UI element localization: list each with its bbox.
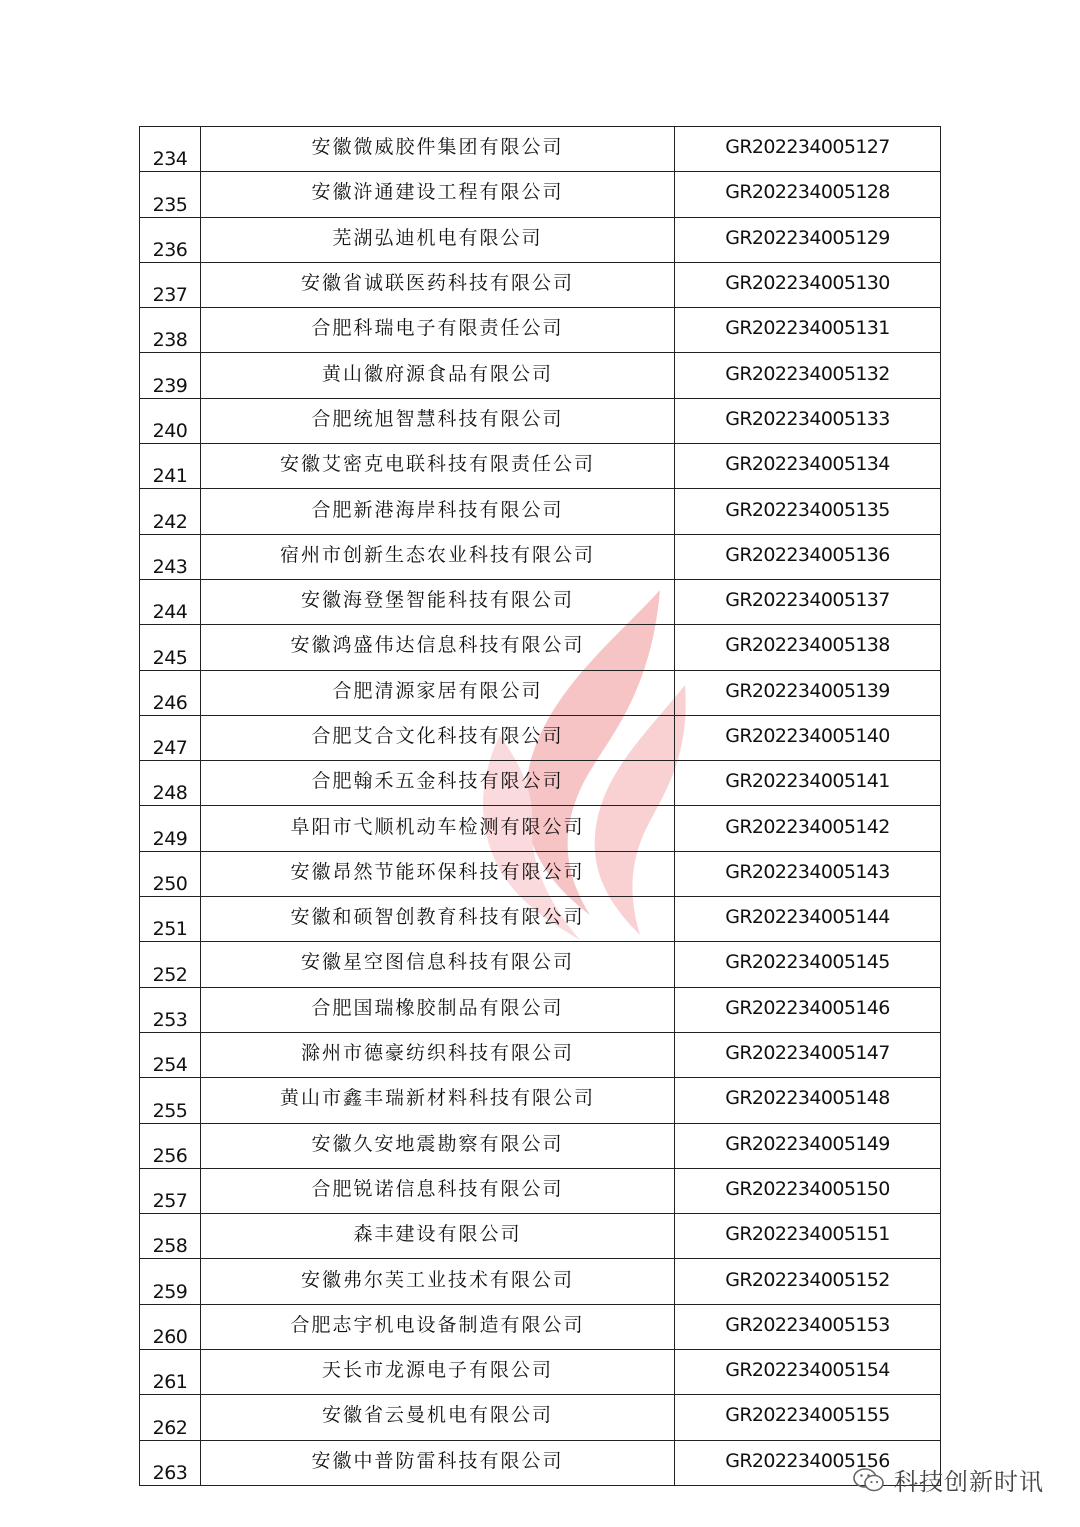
certificate-code: GR202234005135	[675, 489, 941, 534]
table-row	[140, 1440, 941, 1485]
company-name: 安徽鸿盛伟达信息科技有限公司	[201, 625, 675, 670]
account-name: 科技创新时讯	[894, 1468, 1044, 1496]
row-index: 241	[140, 444, 201, 489]
row-index: 258	[140, 1214, 201, 1259]
row-index: 235	[140, 172, 201, 217]
row-index: 255	[140, 1078, 201, 1123]
certificate-code: GR202234005127	[675, 127, 941, 172]
table-row	[140, 987, 941, 1032]
row-index: 262	[140, 1395, 201, 1440]
table-row	[140, 534, 941, 579]
table-row	[140, 579, 941, 624]
table-row	[140, 897, 941, 942]
company-name: 合肥新港海岸科技有限公司	[201, 489, 675, 534]
certificate-code: GR202234005154	[675, 1350, 941, 1395]
company-name: 合肥翰禾五金科技有限公司	[201, 761, 675, 806]
row-index: 236	[140, 217, 201, 262]
company-name: 合肥志宇机电设备制造有限公司	[201, 1304, 675, 1349]
company-name: 安徽弗尔芙工业技术有限公司	[201, 1259, 675, 1304]
table-row	[140, 1214, 941, 1259]
table-row	[140, 1032, 941, 1077]
company-name: 合肥国瑞橡胶制品有限公司	[201, 987, 675, 1032]
row-index: 245	[140, 625, 201, 670]
table-row	[140, 1168, 941, 1213]
table-row	[140, 489, 941, 534]
company-name: 黄山徽府源食品有限公司	[201, 353, 675, 398]
row-index: 259	[140, 1259, 201, 1304]
row-index: 234	[140, 127, 201, 172]
certificate-code: GR202234005156	[675, 1440, 941, 1485]
company-name: 安徽省诚联医药科技有限公司	[201, 262, 675, 307]
table-row	[140, 127, 941, 172]
table-row	[140, 444, 941, 489]
certificate-code: GR202234005147	[675, 1032, 941, 1077]
certificate-code: GR202234005141	[675, 761, 941, 806]
row-index: 250	[140, 851, 201, 896]
company-name: 安徽久安地震勘察有限公司	[201, 1123, 675, 1168]
table-row	[140, 1304, 941, 1349]
row-index: 261	[140, 1350, 201, 1395]
row-index: 254	[140, 1032, 201, 1077]
company-name: 合肥科瑞电子有限责任公司	[201, 308, 675, 353]
table-row	[140, 1078, 941, 1123]
certificate-code: GR202234005139	[675, 670, 941, 715]
table-row	[140, 1350, 941, 1395]
row-index: 239	[140, 353, 201, 398]
table-row	[140, 851, 941, 896]
certificate-code: GR202234005152	[675, 1259, 941, 1304]
certificate-code: GR202234005155	[675, 1395, 941, 1440]
certificate-code: GR202234005153	[675, 1304, 941, 1349]
row-index: 263	[140, 1440, 201, 1485]
row-index: 257	[140, 1168, 201, 1213]
table-row	[140, 715, 941, 760]
account-watermark	[852, 1462, 1044, 1497]
company-name: 安徽海登堡智能科技有限公司	[201, 579, 675, 624]
company-name: 安徽浒通建设工程有限公司	[201, 172, 675, 217]
certificate-code: GR202234005142	[675, 806, 941, 851]
table-row	[140, 761, 941, 806]
certificate-code: GR202234005138	[675, 625, 941, 670]
table-row	[140, 217, 941, 262]
certificate-code: GR202234005133	[675, 398, 941, 443]
company-name: 安徽和硕智创教育科技有限公司	[201, 897, 675, 942]
row-index: 243	[140, 534, 201, 579]
company-name: 天长市龙源电子有限公司	[201, 1350, 675, 1395]
table-row	[140, 1123, 941, 1168]
table-row	[140, 172, 941, 217]
row-index: 251	[140, 897, 201, 942]
table-row	[140, 1259, 941, 1304]
company-name: 安徽中普防雷科技有限公司	[201, 1440, 675, 1485]
company-name: 安徽微威胶件集团有限公司	[201, 127, 675, 172]
certificate-code: GR202234005146	[675, 987, 941, 1032]
company-name: 安徽省云曼机电有限公司	[201, 1395, 675, 1440]
certificate-code: GR202234005143	[675, 851, 941, 896]
row-index: 240	[140, 398, 201, 443]
certificate-code: GR202234005134	[675, 444, 941, 489]
certificate-code: GR202234005151	[675, 1214, 941, 1259]
company-name: 安徽昂然节能环保科技有限公司	[201, 851, 675, 896]
certificate-code: GR202234005132	[675, 353, 941, 398]
company-name: 合肥统旭智慧科技有限公司	[201, 398, 675, 443]
row-index: 252	[140, 942, 201, 987]
row-index: 256	[140, 1123, 201, 1168]
row-index: 246	[140, 670, 201, 715]
table-row	[140, 262, 941, 307]
certificate-code: GR202234005137	[675, 579, 941, 624]
row-index: 248	[140, 761, 201, 806]
row-index: 244	[140, 579, 201, 624]
table-row	[140, 942, 941, 987]
row-index: 249	[140, 806, 201, 851]
certificate-code: GR202234005131	[675, 308, 941, 353]
row-index: 260	[140, 1304, 201, 1349]
table-row	[140, 806, 941, 851]
table-row	[140, 670, 941, 715]
certificate-code: GR202234005129	[675, 217, 941, 262]
table-row	[140, 398, 941, 443]
table-row	[140, 1395, 941, 1440]
certificate-code: GR202234005149	[675, 1123, 941, 1168]
company-name: 宿州市创新生态农业科技有限公司	[201, 534, 675, 579]
company-name: 合肥锐诺信息科技有限公司	[201, 1168, 675, 1213]
company-name: 合肥清源家居有限公司	[201, 670, 675, 715]
row-index: 253	[140, 987, 201, 1032]
company-name: 森丰建设有限公司	[201, 1214, 675, 1259]
row-index: 237	[140, 262, 201, 307]
table-body	[140, 127, 941, 1486]
company-list-table	[139, 126, 941, 1486]
certificate-code: GR202234005145	[675, 942, 941, 987]
company-name: 芜湖弘迪机电有限公司	[201, 217, 675, 262]
row-index: 242	[140, 489, 201, 534]
row-index: 238	[140, 308, 201, 353]
certificate-code: GR202234005148	[675, 1078, 941, 1123]
company-name: 合肥艾合文化科技有限公司	[201, 715, 675, 760]
company-name: 黄山市鑫丰瑞新材料科技有限公司	[201, 1078, 675, 1123]
table-row	[140, 353, 941, 398]
certificate-code: GR202234005144	[675, 897, 941, 942]
certificate-code: GR202234005150	[675, 1168, 941, 1213]
table-row	[140, 625, 941, 670]
certificate-code: GR202234005128	[675, 172, 941, 217]
company-name: 安徽星空图信息科技有限公司	[201, 942, 675, 987]
row-index: 247	[140, 715, 201, 760]
wechat-icon	[852, 1466, 886, 1494]
company-name: 阜阳市弋顺机动车检测有限公司	[201, 806, 675, 851]
company-name: 滁州市德豪纺织科技有限公司	[201, 1032, 675, 1077]
table-row	[140, 308, 941, 353]
certificate-code: GR202234005136	[675, 534, 941, 579]
company-name: 安徽艾密克电联科技有限责任公司	[201, 444, 675, 489]
certificate-code: GR202234005130	[675, 262, 941, 307]
certificate-code: GR202234005140	[675, 715, 941, 760]
